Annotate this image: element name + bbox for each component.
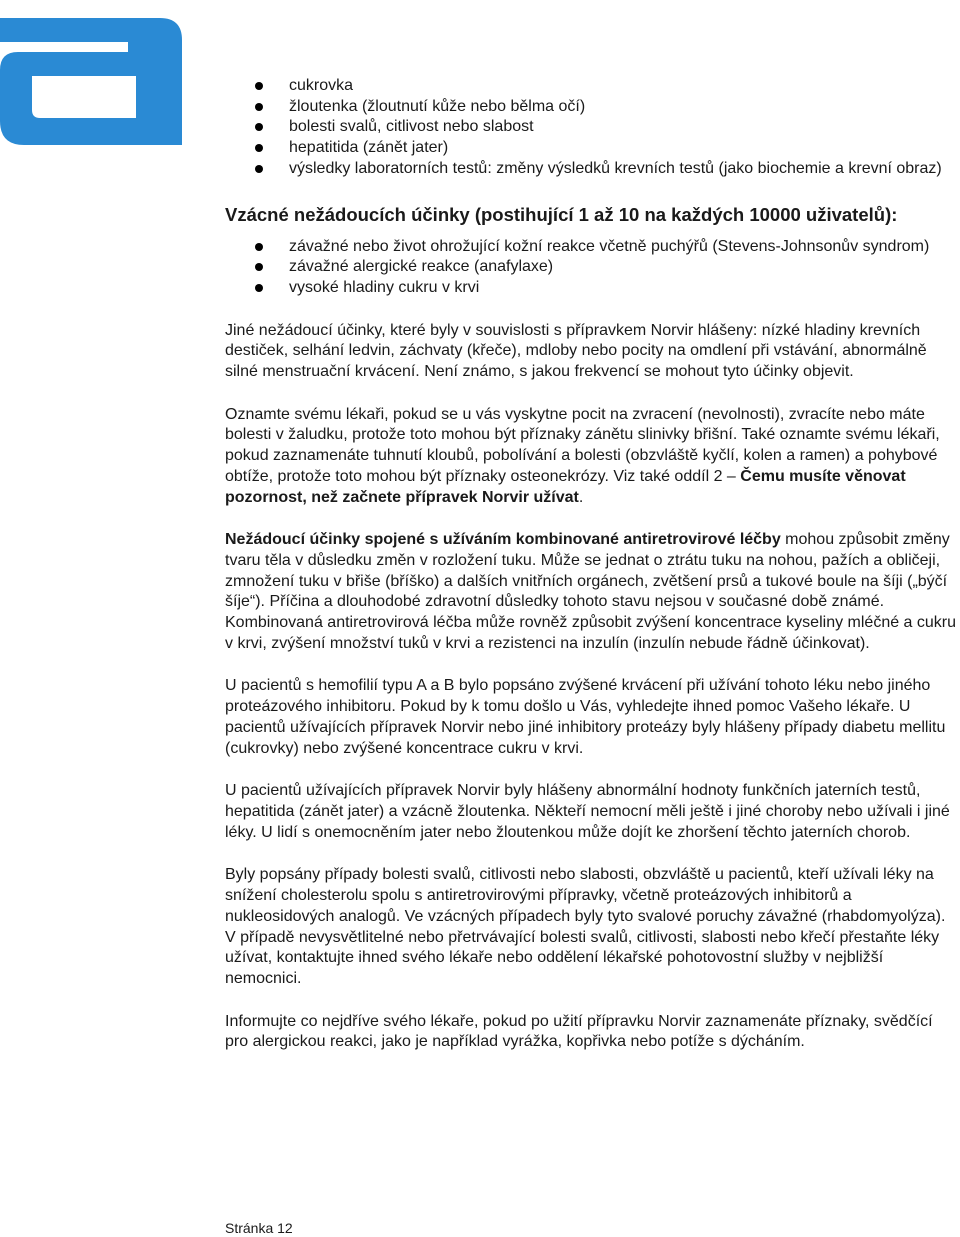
- list-item: závažné nebo život ohrožující kožní reakce včetně puchýřů (Stevens-Johnsonův syndrom): [225, 237, 960, 258]
- paragraph-bold-lead: Nežádoucí účinky spojené s užíváním kombinované antiretrovirové léčby: [225, 531, 781, 549]
- list-item: žloutenka (žloutnutí kůže nebo bělma očí): [225, 97, 960, 118]
- paragraph-muscle: Byly popsány případy bolesti svalů, citlivosti nebo slabosti, obzvláště u pacientů, kteří užívali léky na snížení cholesterolu spolu s antiretrovirovými přípravky, včetně proteázových inhibitorů a nukleosidových analogů. Ve vzácných případech byly tyto svalové poruchy závažné (rhabdomyolýza). V případě nevysvětlitelné nebo přetrvávající bolesti svalů, citlivosti, slabosti nebo křečí přestaňte léky užívat, kontaktujte ihned svého lékaře nebo oddělení lékařské pohotovostní služby v nejbližší nemocnici.: [225, 866, 946, 987]
- abbott-logo-icon: [0, 0, 190, 150]
- rare-effects-heading: Vzácné nežádoucích účinky (postihující 1 až 10 na každých 10000 uživatelů):: [225, 203, 898, 225]
- paragraph-hemophilia: U pacientů s hemofilií typu A a B bylo popsáno zvýšené krvácení při užívání tohoto léku nebo jiného proteázového inhibitoru. Pokud by k tomu došlo u Vás, vyhledejte ihned pomoc Vašeho lékaře. U pacientů užívajících přípravek Norvir nebo jiné inhibitory proteázy byly hlášeny případy diabetu mellitu (cukrovky) nebo zvýšené koncentrace cukru v krvi.: [225, 677, 946, 757]
- list-item: vysoké hladiny cukru v krvi: [225, 278, 960, 299]
- paragraph-text: Oznamte svému lékaři, pokud se u vás vyskytne pocit na zvracení (nevolnosti), zvracíte nebo máte bolesti v žaludku, protože toto mohou být příznaky zánětu slinivky břišní. Také oznamte svému lékaři, pokud zaznamenáte tuhnutí kloubů, pobolívání a bolesti (obzvláště kyčlí, kolen a ramen) a pohybové obtíže, protože toto mohou být příznaky osteonekrózy. Viz také oddíl 2 –: [225, 405, 940, 485]
- side-effects-list-common: [225, 76, 960, 180]
- paragraph-other-effects: Jiné nežádoucí účinky, které byly v souvislosti s přípravkem Norvir hlášeny: nízké hladiny krevních destiček, selhání ledvin, záchvaty (křeče), mdloby nebo pocity na omdlení při vstávání, abnormálně silné menstruační krvácení. Není známo, s jakou frekvencí se mohout tyto účinky objevit.: [225, 321, 927, 381]
- page-number: Stránka 12: [225, 1220, 293, 1236]
- section-reference: Čemu musíte věnovat pozornost, než začnete přípravek Norvir užívat: [225, 467, 906, 506]
- logo-shape: [0, 18, 182, 145]
- list-item: závažné alergické reakce (anafylaxe): [225, 257, 960, 278]
- list-item: výsledky laboratorních testů: změny výsledků krevních testů (jako biochemie a krevní obraz): [225, 159, 960, 180]
- list-item: bolesti svalů, citlivost nebo slabost: [225, 117, 960, 138]
- paragraph-end: .: [578, 488, 584, 506]
- paragraph-liver: U pacientů užívajících přípravek Norvir byly hlášeny abnormální hodnoty funkčních jaterních testů, hepatitida (zánět jater) a vzácně žloutenka. Někteří nemocní měli ještě i jiné choroby nebo užívali i jiné léky. U lidí s onemocněním jater nebo žloutenkou může dojít ke zhoršení těchto jaterních chorob.: [225, 782, 950, 841]
- side-effects-list-rare: [225, 237, 960, 299]
- document-body: [225, 76, 960, 1053]
- paragraph-inform-doctor: [225, 405, 960, 509]
- list-item: cukrovka: [225, 76, 960, 97]
- paragraph-allergy: Informujte co nejdříve svého lékaře, pokud po užití přípravku Norvir zaznamenáte příznaky, svědčící pro alergickou reakci, jako je například vyrážka, kopřivka nebo potíže s dýcháním.: [225, 1012, 933, 1051]
- paragraph-text: mohou způsobit změny tvaru těla v důsledku změn v rozložení tuku. Může se jednat o ztrátu tuku na nohou, pažích a obličeji, zmnožení tuku v břiše (bříško) a dalších vnitřních orgánech, zvětšení prsů a tukové boule na šíji („býčí šíje“). Příčina a dlouhodobé zdravotní důsledky tohoto stavu nejsou v současné době známé. Kombinovaná antiretrovirová léčba může rovněž způsobit zvýšení koncentrace kyseliny mléčné a cukru v krvi, zvýšení množství tuků v krvi a rezistenci na inzulín (inzulín nebude řádně účinkovat).: [225, 531, 957, 652]
- list-item: hepatitida (zánět jater): [225, 138, 960, 159]
- paragraph-combined-therapy: [225, 530, 960, 654]
